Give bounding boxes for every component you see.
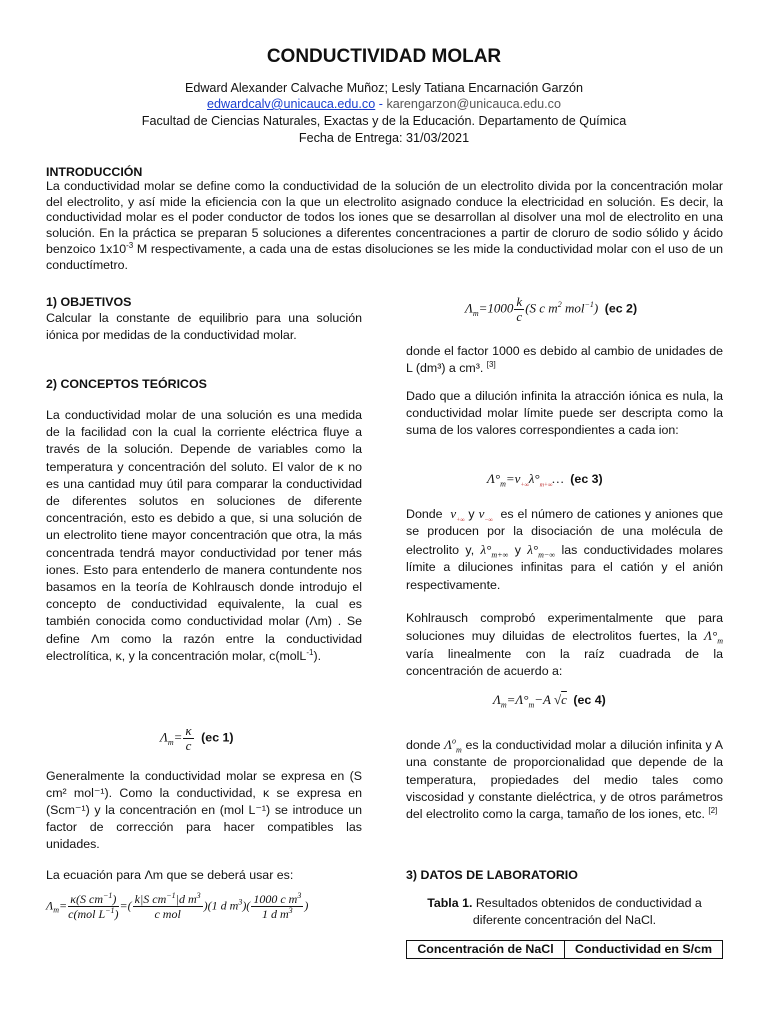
table-header-row bbox=[407, 941, 723, 959]
ec2-label: (ec 2) bbox=[604, 301, 638, 316]
email-line bbox=[0, 96, 768, 112]
email-secondary: karengarzon@unicauca.edu.co bbox=[386, 97, 561, 111]
table-caption-text: Resultados obtenidos de conductividad a diferente concentración del NaCl. bbox=[472, 896, 702, 927]
right-p-d: Kohlrausch comprobó experimentalmente que para soluciones muy diluidas de electrolitos fuertes, la bbox=[406, 611, 723, 644]
right-paragraph-d bbox=[406, 610, 723, 680]
right-p-c4: y bbox=[514, 542, 521, 557]
lambda-infinite-symbol: $\Lambda^o_m$ bbox=[444, 736, 462, 755]
ec4-label: (ec 4) bbox=[573, 693, 606, 707]
intro-heading: INTRODUCCIÓN bbox=[46, 165, 143, 179]
right-paragraph-b: Dado que a dilución infinita la atracción iónica es nula, la conductividad molar límite puede ser descripta como la suma de los valores correspondientes a cada ion: bbox=[406, 389, 723, 437]
right-p-c2: y bbox=[468, 507, 475, 521]
objetivos-text: Calcular la constante de equilibrio para una solución iónica por medidas de la conductividad molar. bbox=[46, 311, 362, 342]
authors: Edward Alexander Calvache Muñoz; Lesly Tatiana Encarnación Garzón bbox=[184, 81, 584, 95]
ref-2: [2] bbox=[708, 806, 718, 816]
right-p-e2: es la conductividad molar a dilución infinita y A una constante de proporcionalidad que depende de la temperatura, propiedades del medio tales como viscosidad y constante dieléctrica, y de otros parámetros del electrolito como la carga, tamaño de los iones, etc. bbox=[406, 738, 724, 822]
conceptos-p1-b: ). bbox=[313, 648, 322, 663]
right-paragraph-c bbox=[406, 505, 723, 594]
lambda-zero-symbol: $\Lambda^\circ_m$ bbox=[704, 628, 723, 646]
conceptos-p1-a: La conductividad molar de una solución es una medida de la facilidad con la cual la corriente eléctrica fluye a través de la solución. Depende de variables como la temperatura y concentración del soluto. El valor de κ no es una cantidad muy útil para comparar la conductividad de diferentes solutos en soluciones de diferente concentración, esto es debido a que, si una solución de un electrolito tiene mayor concentración que otra, la más concentrada tendrá mayor conductividad por tener más iones. Esto para entenderlo de manera contundente nos basamos en la teoría de Kohlrausch donde introdujo el concepto de conductividad equivalente, la cual es también conocida como conductividad molar (Λm) . Se define Λm como la razón entre la conductividad electrolítica, κ, y la concentración molar, c(molL bbox=[46, 408, 362, 663]
delivery-date: Fecha de Entrega: 31/03/2021 bbox=[298, 131, 470, 145]
equation-4: $\Lambda_m=\Lambda^\circ_m-A$ √c (ec 4) bbox=[493, 692, 606, 710]
ref-3: [3] bbox=[486, 359, 496, 369]
conceptos-p1-exponent: -1 bbox=[306, 647, 314, 657]
right-p-d2: varía linealmente con la raíz cuadrada de la concentración de acuerdo a: bbox=[406, 646, 723, 678]
right-p-a-text: donde el factor 1000 es debido al cambio de unidades de L (dm³) a cm³. bbox=[406, 344, 723, 375]
intro-exponent: -3 bbox=[126, 240, 134, 250]
right-p-c1: Donde bbox=[406, 507, 443, 521]
nu-minus-symbol: $\nu_{-\infty}$ bbox=[478, 506, 493, 524]
right-p-c5: las conductividades molares límite a diluciones infinitas para el catión y el anión respectivamente. bbox=[406, 542, 723, 592]
ec3-label: (ec 3) bbox=[570, 472, 603, 486]
equation-3: $\Lambda^\circ_m=\nu_{+\infty}\lambda^\circ_{m+\infty}\dots$ (ec 3) bbox=[487, 471, 603, 489]
lambda-cation-symbol: $\lambda^\circ_{m+\infty}$ bbox=[480, 541, 509, 560]
lambda-anion-symbol: $\lambda^\circ_{m-\infty}$ bbox=[527, 541, 556, 560]
intro-text-b: M respectivamente, a cada una de estas disoluciones se les mide la conductividad molar con el uso de un conductímetro. bbox=[46, 241, 723, 272]
equation-1: $\Lambda_m=$ $\frac{\kappa}{c}$ (ec 1) bbox=[160, 723, 234, 753]
email-separator: - bbox=[375, 97, 387, 111]
right-paragraph-a bbox=[406, 343, 723, 377]
table-header-concentration: Concentración de NaCl bbox=[407, 941, 565, 959]
results-table bbox=[406, 940, 723, 959]
equation-2: $\Lambda_m=1000$ $\frac{k}{c}$ (S c $m^2$ mol$^{-1}$) (ec 2) bbox=[465, 294, 638, 324]
faculty: Facultad de Ciencias Naturales, Exactas y de la Educación. Departamento de Química bbox=[141, 114, 627, 128]
conceptos-paragraph-1 bbox=[46, 407, 362, 665]
right-p-c3: es el número de cationes y aniones que se producen por la disociación de una molécula de electrolito y, bbox=[406, 507, 723, 557]
objetivos-heading: 1) OBJETIVOS bbox=[46, 295, 132, 309]
table-header-conductivity: Conductividad en S/cm bbox=[565, 941, 723, 959]
ec1-label: (ec 1) bbox=[201, 730, 234, 745]
conceptos-heading: 2) CONCEPTOS TEÓRICOS bbox=[46, 377, 207, 391]
equation-lambda-full: $\Lambda_m=$ $\frac{\kappa(S cm^{-1})}{c(mol L^{-1})}$ =( $\frac{k|S cm^{-1}|d m^3}{\text{c mol}}$ )(1 d $m^3$)( $\frac{1000 c m^3}{1 d m^3}$ ) bbox=[46, 891, 309, 921]
intro-text-a: La conductividad molar se define como la conductividad de la solución de un electrolito divida por la concentración molar del electrolito, y así mide la eficiencia con la que un electrolito asignado conduce la electricidad en solución. Es decir, la conductividad molar es el poder conductor de todos los iones que se desarrollan al disolver una mol de electrolito en una solución. En la práctica se preparan 5 soluciones a diferentes concentraciones a partir de cloruro de sodio sólido y ácido benzoico 1x10 bbox=[46, 179, 723, 256]
conceptos-paragraph-2: Generalmente la conductividad molar se expresa en (S cm² mol⁻¹). Como la conductividad, κ se expresa en (Scm⁻¹) y la concentración en (mol L⁻¹) se introduce un factor de corrección para hacer compatibles las unidades. bbox=[46, 769, 362, 851]
paper-title: CONDUCTIVIDAD MOLAR bbox=[266, 46, 502, 67]
intro-paragraph bbox=[46, 179, 723, 273]
table-caption bbox=[406, 895, 723, 929]
table-caption-label: Tabla 1. bbox=[427, 896, 473, 910]
conceptos-paragraph-3: La ecuación para Λm que se deberá usar es: bbox=[46, 868, 294, 882]
datos-heading: 3) DATOS DE LABORATORIO bbox=[406, 868, 578, 882]
email-link[interactable]: edwardcalv@unicauca.edu.co bbox=[207, 97, 376, 111]
nu-plus-symbol: $\nu_{+\infty}$ bbox=[450, 506, 465, 524]
right-p-e1: donde bbox=[406, 738, 441, 752]
right-paragraph-e bbox=[406, 736, 723, 823]
